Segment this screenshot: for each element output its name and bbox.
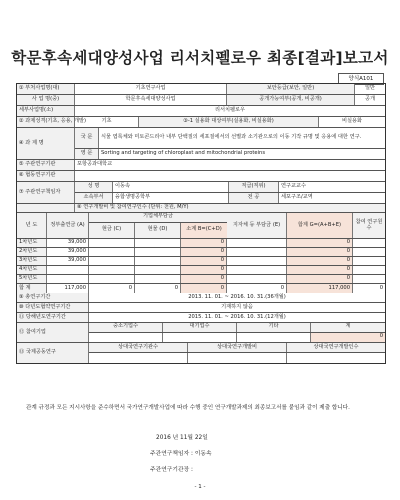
local-fund-cell: [227, 239, 287, 247]
people-cell: [353, 266, 385, 274]
table-row: [17, 106, 385, 117]
budget-year-cell: 5차년도: [17, 275, 47, 283]
submission-date: 2016 년 11월 22일: [156, 435, 208, 441]
budget-year-cell: 3차년도: [17, 257, 47, 265]
participating-companies-label: ⑫ 참여기업: [17, 323, 89, 342]
pi-signature-line: 주관연구책임자 : 이동속: [150, 451, 212, 457]
budget-row: [17, 257, 385, 266]
budget-year-cell: 1차년도: [17, 239, 47, 247]
current-period-value: 2015. 11. 01. ~ 2016. 10. 31.(12개월): [188, 313, 286, 320]
people-cell: [353, 239, 385, 247]
pi-major-label: 전 공: [229, 193, 279, 203]
pi-position-value: 연구교교수: [281, 182, 307, 189]
table-row: [17, 95, 385, 106]
table-row: [17, 171, 385, 182]
gov-fund-header: 정부출연금 (A): [47, 213, 89, 238]
report-form-table: [16, 83, 386, 364]
subtotal-cell: 0: [181, 266, 227, 274]
gov-fund-cell: [47, 266, 89, 274]
people-header: 참여 연구원수: [353, 213, 385, 238]
task-nature-value: 기초: [75, 117, 139, 127]
other-count-value: [237, 333, 311, 342]
practical-use-label: ③-1 실용화 대상여부(실용화, 비실용화): [139, 117, 319, 127]
table-row: [17, 128, 385, 160]
english-title-label: 영 문: [75, 149, 99, 159]
in-kind-cell: 0: [135, 284, 181, 293]
coop-institution-value: [75, 171, 385, 181]
program-name-label: 사 업 명(중): [17, 95, 75, 105]
current-period-label: ⑪ 당해년도연구기간: [17, 313, 89, 322]
local-fund-cell: 0: [227, 284, 287, 293]
budget-row: [17, 239, 385, 248]
lead-institution-value: 포항공과대학교: [77, 161, 113, 168]
gov-fund-cell: 39,000: [47, 248, 89, 256]
total-cell: 0: [287, 257, 353, 265]
large-count-value: [163, 333, 237, 342]
ministry-program-label: ① 부처사업명(대): [17, 84, 75, 94]
budget-row: [17, 275, 385, 284]
table-row: [17, 293, 385, 303]
budget-year-cell: 2차년도: [17, 248, 47, 256]
other-count-label: 기타: [237, 323, 311, 332]
gov-fund-cell: [47, 275, 89, 283]
table-row: [17, 313, 385, 323]
program-name-value: 학문후속세대양성사업: [75, 95, 227, 105]
pi-name-label: 성 명: [75, 182, 113, 192]
report-title: 학문후속세대양성사업 리서치펠로우 최종[결과]보고서: [11, 49, 389, 67]
practical-use-value: 비실용화: [341, 118, 363, 125]
pi-dept-value: 융합생명공학부: [113, 193, 229, 203]
total-header: 합계 G=(A+B+E): [287, 213, 353, 238]
table-row: [17, 303, 385, 313]
intl-researchers-label: 상대국연구개발인수: [313, 343, 359, 350]
intl-research-label: ⑬ 국제공동연구: [17, 343, 89, 363]
local-fund-cell: [227, 248, 287, 256]
korean-title-label: 국 문: [75, 128, 99, 148]
table-row: [17, 160, 385, 171]
local-fund-cell: [227, 257, 287, 265]
page-number: - 1 -: [194, 484, 206, 490]
total-cell: 0: [287, 275, 353, 283]
table-row: [17, 182, 385, 204]
security-level-label: 보안등급(보안, 일반): [227, 84, 355, 94]
local-fund-cell: [227, 275, 287, 283]
cash-header: 현금 (C): [89, 223, 135, 238]
subtotal-cell: 0: [181, 257, 227, 265]
gov-fund-cell: 39,000: [47, 257, 89, 265]
budget-row: [17, 266, 385, 275]
ministry-program-value: 기초연구사업: [75, 84, 227, 94]
pi-dept-label: 소속부서: [75, 193, 113, 203]
large-count-label: 대기업수: [163, 323, 237, 332]
form-id-badge: 양식A101: [338, 73, 384, 85]
subtotal-cell: 0: [181, 248, 227, 256]
lead-institution-label: ⑤ 주관연구기관: [17, 160, 75, 170]
subtotal-header: 소계 B=(C+D): [181, 223, 227, 238]
intl-institutions-label: 상대국연구기관수: [89, 343, 188, 352]
total-period-value: 2013. 11. 01. ~ 2016. 10. 31.(36개월): [188, 293, 286, 300]
pi-label: ⑦ 주관연구책임자: [17, 182, 75, 203]
english-title-value: Sorting and targeting of chloroplast and mitochondrial proteins: [101, 150, 266, 157]
cash-cell: 0: [89, 284, 135, 293]
total-cell: 0: [287, 266, 353, 274]
company-total-value: 0: [311, 333, 385, 342]
gov-fund-cell: 39,000: [47, 239, 89, 247]
head-signature-line: 주관연구기관장 :: [150, 467, 193, 473]
sme-count-label: 중소기업수: [89, 323, 163, 332]
subtotal-cell: 0: [181, 239, 227, 247]
table-row: [17, 343, 385, 363]
total-period-label: ⑨ 총연구기간: [17, 293, 89, 302]
in-kind-cell: [135, 239, 181, 247]
pi-major-value: 세포구조/교역: [281, 193, 313, 200]
people-cell: [353, 257, 385, 265]
total-cell: 0: [287, 239, 353, 247]
local-fund-header: 지자체 등 부담금 (E): [227, 213, 287, 238]
budget-year-cell: 합 계: [17, 284, 47, 293]
table-row: [17, 204, 385, 213]
in-kind-header: 현물 (D): [135, 223, 181, 238]
submission-statement: 관계 규정과 모든 지시사항을 준수하면서 국가연구개발사업에 따라 수행 중인 연구개발과제의 최종보고서를 붙임과 같이 제출 합니다.: [26, 405, 350, 411]
cash-cell: [89, 266, 135, 274]
subtotal-cell: 0: [181, 284, 227, 293]
task-title-label: ④ 과 제 명: [17, 128, 75, 159]
intl-funding-label: 상대국연구개발비: [188, 343, 287, 352]
in-kind-cell: [135, 248, 181, 256]
pi-position-label: 직급(직위): [229, 182, 279, 192]
year-header: 년 도: [17, 213, 47, 238]
table-row: [17, 84, 385, 95]
subtotal-cell: 0: [181, 275, 227, 283]
budget-row: [17, 284, 385, 293]
gov-fund-cell: 117,000: [47, 284, 89, 293]
people-cell: 0: [379, 284, 383, 291]
cash-cell: [89, 257, 135, 265]
sub-program-label: 세부사업명(소): [17, 106, 75, 116]
pi-name-value: 이동속: [113, 182, 229, 192]
cash-cell: [89, 239, 135, 247]
cash-cell: [89, 248, 135, 256]
company-total-label: 계: [345, 323, 351, 330]
budget-year-cell: 4차년도: [17, 266, 47, 274]
cash-cell: [89, 275, 135, 283]
budget-title: ⑧ 연구개발비 및 참여연구인수 (단위: 천원, M/Y): [75, 204, 385, 212]
disclosure-value: 공개: [364, 96, 376, 103]
multi-year-value: 기재하지 않음: [221, 303, 253, 310]
budget-header-row: [17, 213, 385, 239]
in-kind-cell: [135, 257, 181, 265]
sme-count-value: [89, 333, 163, 342]
people-cell: [353, 275, 385, 283]
sub-program-value: 리서치펠로우: [214, 107, 246, 114]
total-cell: 0: [287, 248, 353, 256]
disclosure-label: 공개가능여부(공개, 비공개): [227, 95, 355, 105]
multi-year-label: ⑩ 다년도협약연구기간: [17, 303, 89, 312]
table-row: [17, 323, 385, 343]
corp-fund-header: 기업체부담금: [142, 213, 174, 220]
local-fund-cell: [227, 266, 287, 274]
security-level-value: 일반: [364, 85, 376, 92]
people-cell: [353, 248, 385, 256]
budget-row: [17, 248, 385, 257]
coop-institution-label: ⑥ 협동연구기관: [17, 171, 75, 181]
korean-title-value: 식물 엽록체와 미토콘드리아 내부 단백질의 세포질에서의 선별과 소기관으로의 이동 기작 규명 및 응용에 대한 연구.: [101, 134, 362, 141]
in-kind-cell: [135, 266, 181, 274]
table-row: [17, 117, 385, 128]
total-cell: 117,000: [287, 284, 353, 293]
task-nature-label: ② 과제성격(기초, 응용, 개발): [17, 117, 75, 127]
in-kind-cell: [135, 275, 181, 283]
